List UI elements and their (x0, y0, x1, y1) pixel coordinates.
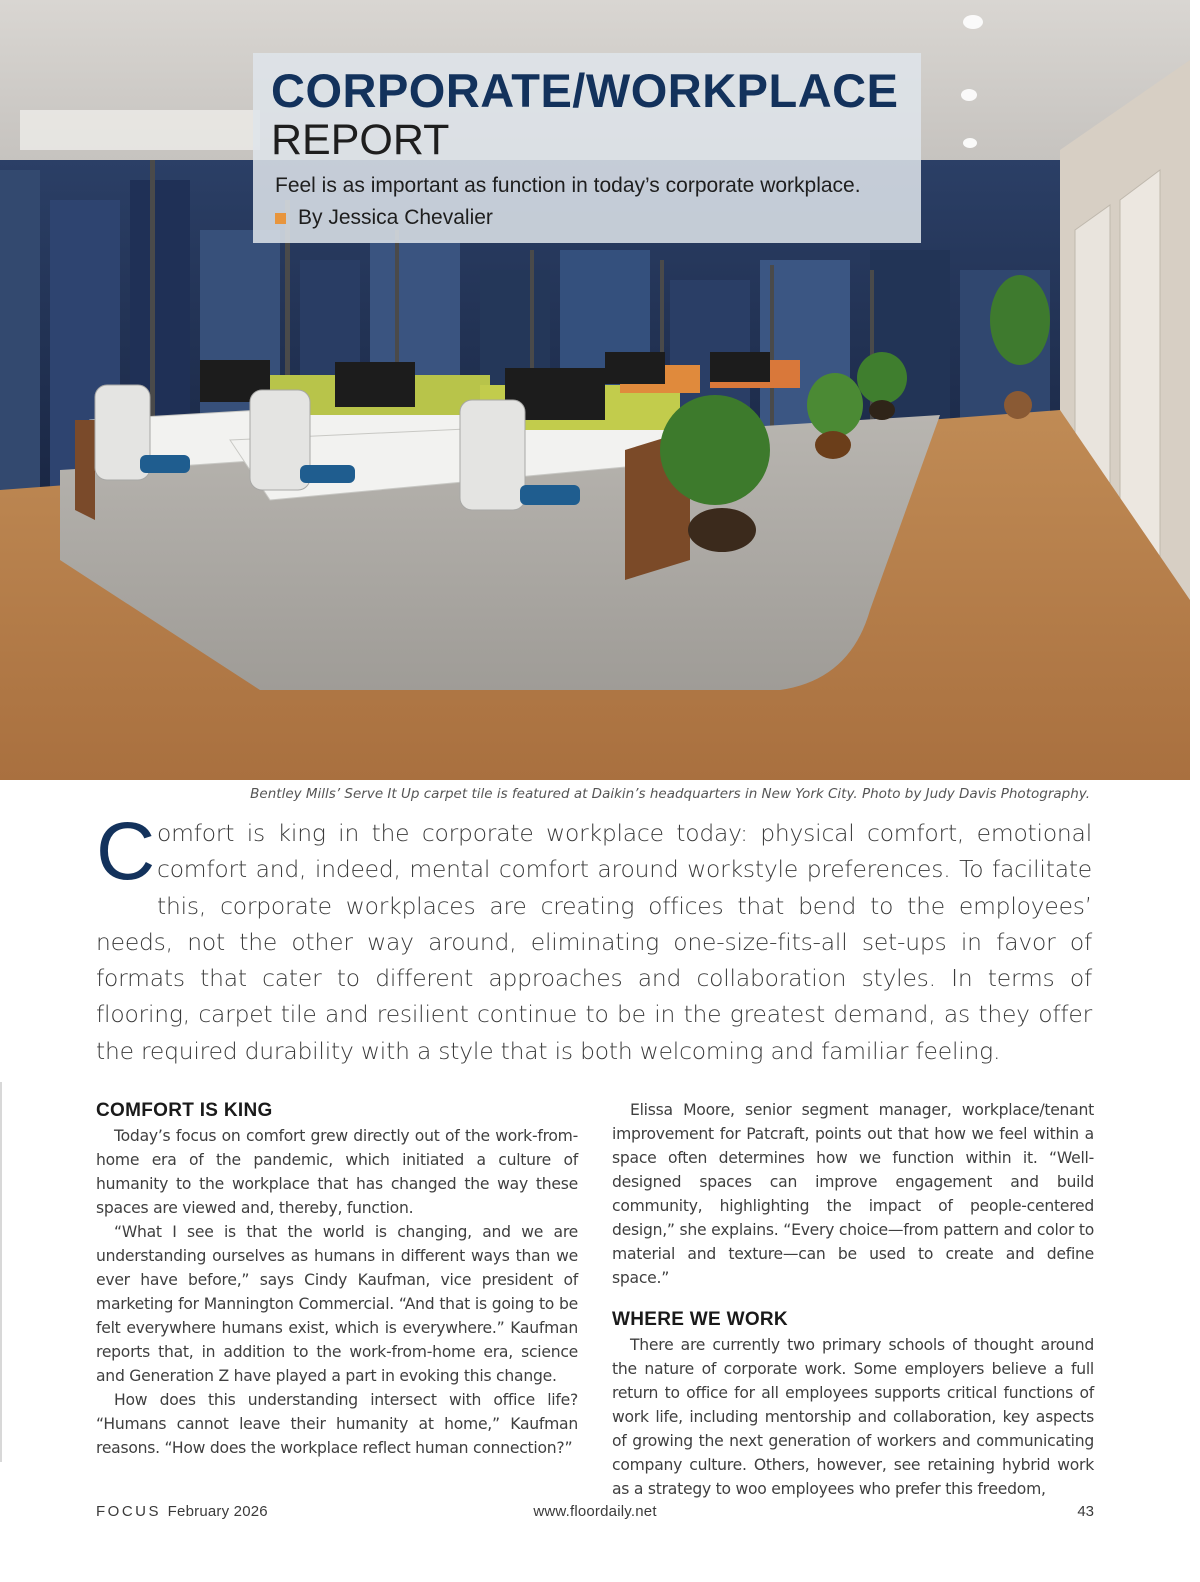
drop-cap: C (96, 806, 156, 897)
footer-issue-date: February 2026 (167, 1503, 268, 1520)
byline-text: By Jessica Chevalier (298, 206, 493, 229)
page-number: 43 (1077, 1503, 1094, 1520)
title-box (253, 53, 921, 243)
lead-paragraph (96, 806, 1092, 1069)
section-gap (612, 1290, 1094, 1307)
body-paragraph: How does this understanding intersect with office life? “Humans cannot leave their humanity at home,” Kaufman reasons. “How does the workplace reflect human connection?” (96, 1391, 578, 1457)
body-paragraph: There are currently two primary schools of thought around the nature of corporate work. Some employers believe a full return to office for all employees supports critical functions of work life, including mentorship and collaboration, key aspects of growing the next generation of workers and communicating company culture. Others, however, see retaining hybrid work as a strategy to woo employees who prefer this freedom, (612, 1336, 1094, 1498)
byline (275, 203, 903, 233)
footer-publication: FOCUS (96, 1503, 161, 1520)
right-column (612, 1098, 1094, 1501)
body-paragraph: Elissa Moore, senior segment manager, workplace/tenant improvement for Patcraft, points out that how we feel within a space often determines how we function within it. “Well-designed spaces can improve engagement and build community, highlighting the impact of people-centered design,” she explains. “Every choice—from pattern and color to material and texture—can be used to create and define space.” (612, 1101, 1094, 1287)
hero-photo (0, 0, 1190, 780)
lead-text: omfort is king in the corporate workplace today: physical comfort, emotional comfort and, indeed, mental comfort around workstyle preferences. To facilitate this, corporate workplaces are creating offices that bend to the employees’ needs, not the other way around, eliminating one-size-fits-all set-ups in favor of formats that cater to different approaches and collaboration styles. In terms of flooring, carpet tile and resilient continue to be in the greatest demand, as they offer the required durability with a style that is both welcoming and familiar feeling. (96, 819, 1092, 1065)
article-deck: Feel is as important as function in today’s corporate workplace. (275, 174, 861, 197)
left-column (96, 1098, 578, 1460)
margin-rule (0, 1082, 2, 1462)
section-heading-where-we-work: WHERE WE WORK (612, 1309, 788, 1330)
article-title-sub: REPORT (271, 116, 450, 164)
article-title: CORPORATE/WORKPLACE (271, 64, 899, 117)
photo-caption: Bentley Mills’ Serve It Up carpet tile is featured at Daikin’s headquarters in New York City. Photo by Judy Davis Photography. (250, 786, 1090, 802)
body-paragraph: Today’s focus on comfort grew directly out of the work-from-home era of the pandemic, which initiated a culture of humanity to the workplace that has changed the way these spaces are viewed and, thereby, function. (96, 1127, 578, 1217)
byline-bullet-icon (275, 213, 286, 224)
body-paragraph: “What I see is that the world is changing, and we are understanding ourselves as humans in different ways than we ever have before,” says Cindy Kaufman, vice president of marketing for Mannington Commercial. “And that is going to be felt everywhere humans exist, which is everywhere.” Kaufman reports that, in addition to the work-from-home era, science and Generation Z have played a part in evoking this change. (96, 1223, 578, 1385)
footer-website-link[interactable]: www.floordaily.net (533, 1503, 657, 1520)
section-heading-comfort-is-king: COMFORT IS KING (96, 1100, 273, 1121)
page-footer (96, 1503, 1094, 1527)
